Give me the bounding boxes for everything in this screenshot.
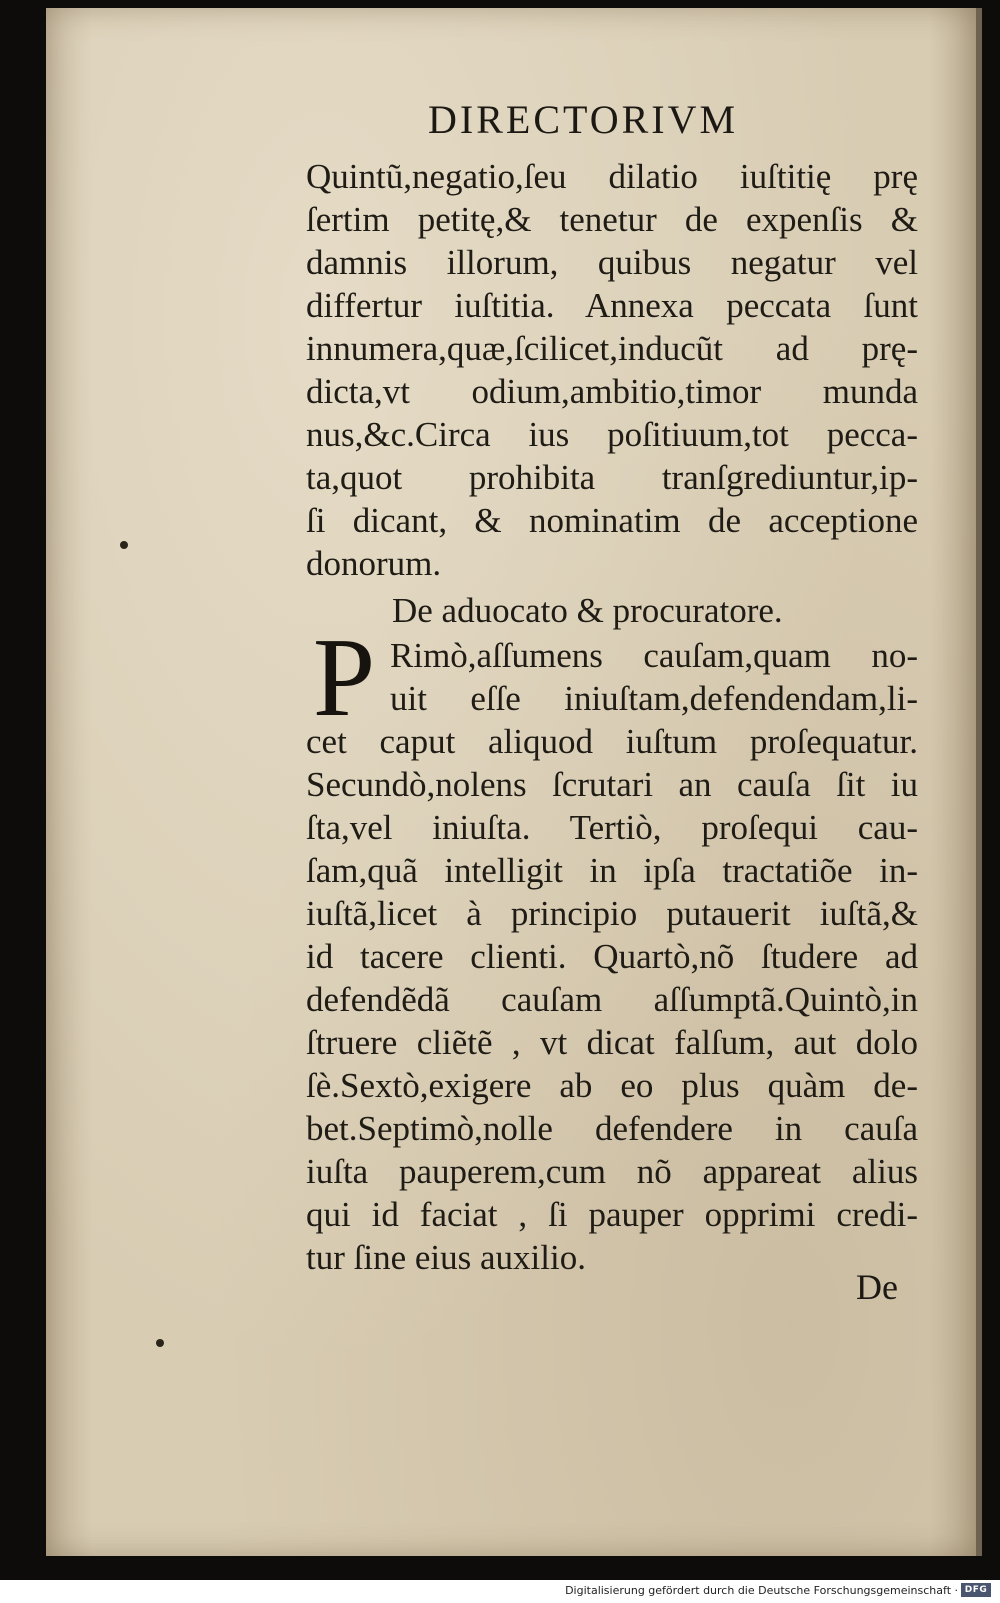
text-line: iuſta pauperem,cum nõ appareat alius bbox=[306, 1152, 918, 1191]
text-line: Quintũ,negatio,ſeu dilatio iuſtitię prę bbox=[306, 157, 918, 196]
text-line: ſam,quã intelligit in ipſa tractatiõe in- bbox=[306, 851, 918, 890]
text-line: uit eſſe iniuſtam,defendendam,li- bbox=[390, 679, 918, 718]
text-line: ſè.Sextò,exigere ab eo plus quàm de- bbox=[306, 1066, 918, 1105]
text-line: ſtruere cliẽtẽ , vt dicat falſum, aut dolo bbox=[306, 1023, 918, 1062]
text-line: dicta,vt odium,ambitio,timor munda bbox=[306, 372, 918, 411]
footer-credit: Digitalisierung gefördert durch die Deutsche Forschungsgemeinschaft · bbox=[565, 1584, 958, 1597]
page-edge bbox=[976, 8, 982, 1556]
text-line: tur ſine eius auxilio. bbox=[306, 1238, 586, 1277]
text-line: ta,quot prohibita tranſgrediuntur,ip- bbox=[306, 458, 918, 497]
ink-speck bbox=[120, 541, 128, 549]
running-head: DIRECTORIVM bbox=[428, 97, 739, 142]
ink-speck bbox=[156, 1339, 164, 1347]
text-line: damnis illorum, quibus negatur vel bbox=[306, 243, 918, 282]
text-line: differtur iuſtitia. Annexa peccata ſunt bbox=[306, 286, 918, 325]
drop-cap-paragraph bbox=[306, 616, 918, 740]
text-line: Rimò,aſſumens cauſam,quam no- bbox=[390, 636, 918, 675]
dfg-logo-icon: DFG bbox=[961, 1583, 991, 1597]
text-line: bet.Septimò,nolle defendere in cauſa bbox=[306, 1109, 918, 1148]
text-line: iuſtã,licet à principio putauerit iuſtã,& bbox=[306, 894, 918, 933]
section-heading: De aduocato & procuratore. bbox=[392, 591, 783, 630]
text-line: cet caput aliquod iuſtum proſequatur. bbox=[306, 722, 918, 761]
text-line: qui id faciat , ſi pauper opprimi credi- bbox=[306, 1195, 918, 1234]
drop-cap-initial: P bbox=[312, 616, 376, 740]
text-line: ſertim petitę,& tenetur de expenſis & bbox=[306, 200, 918, 239]
text-line: ſta,vel iniuſta. Tertiò, proſequi cau- bbox=[306, 808, 918, 847]
text-line: donorum. bbox=[306, 544, 442, 583]
text-line: innumera,quæ,ſcilicet,inducũt ad prę- bbox=[306, 329, 918, 368]
catchword: De bbox=[856, 1267, 898, 1307]
page-text bbox=[306, 155, 918, 1279]
text-line: defendẽdã cauſam aſſumptã.Quintò,in bbox=[306, 980, 918, 1019]
text-line: nus,&c.Circa ius poſitiuum,tot pecca- bbox=[306, 415, 918, 454]
text-line: Secundò,nolens ſcrutari an cauſa ſit iu bbox=[306, 765, 918, 804]
text-line: id tacere clienti. Quartò,nõ ſtudere ad bbox=[306, 937, 918, 976]
text-line: ſi dicant, & nominatim de acceptione bbox=[306, 501, 918, 540]
